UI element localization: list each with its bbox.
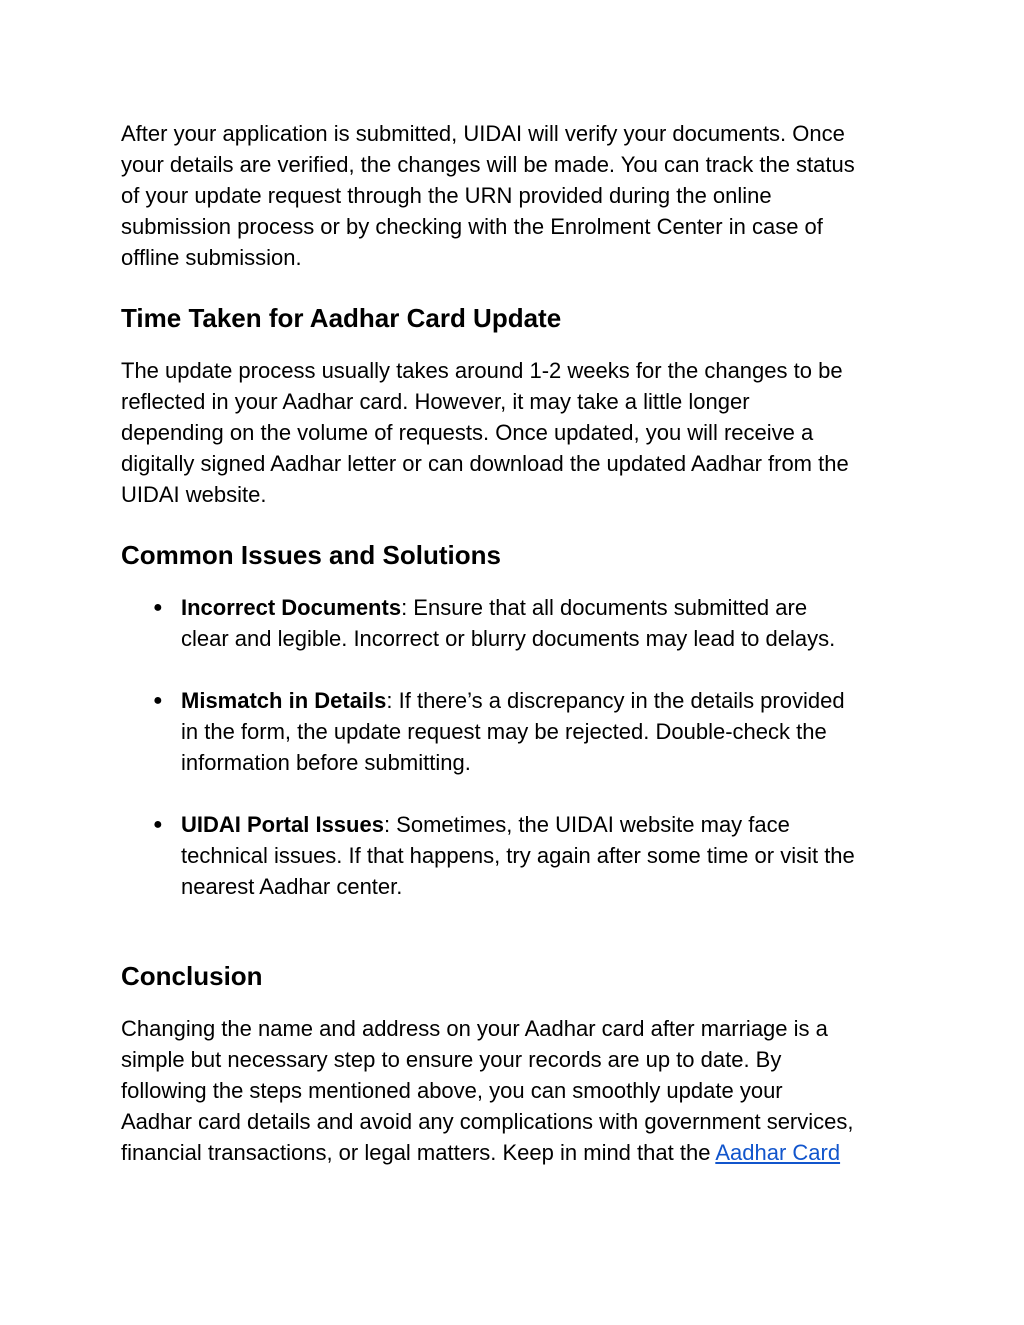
bullet-icon: ● [153, 692, 163, 709]
time-taken-heading: Time Taken for Aadhar Card Update [121, 303, 562, 333]
issue-term: Incorrect Documents [181, 595, 402, 620]
aadhar-card-link[interactable]: Aadhar Card [715, 1140, 841, 1165]
conclusion-paragraph [121, 1013, 911, 1168]
conclusion-text: Changing the name and address on your Aadhar card after marriage is a simple but necessary step to ensure your records are up to date. By following the steps mentioned above, you can smoothly update your Aadhar card details and avoid any complications with government services, financial transactions, or legal matters. Keep in mind that the [121, 1016, 854, 1165]
issue-description: : Sometimes, the UIDAI website may face technical issues. If that happens, try again after some time or visit the nearest Aadhar center. [181, 812, 855, 899]
list-item [121, 809, 911, 902]
document-page [121, 118, 911, 1168]
time-taken-paragraph: The update process usually takes around 1-2 weeks for the changes to be reflected in your Aadhar card. However, it may take a little longer depending on the volume of requests. Once updated, you will receive a digitally signed Aadhar letter or can download the updated Aadhar from the UIDAI website. [121, 358, 849, 507]
issue-term: UIDAI Portal Issues [181, 812, 384, 837]
bullet-icon: ● [153, 816, 163, 833]
issue-description: : Ensure that all documents submitted are clear and legible. Incorrect or blurry documents may lead to delays. [181, 595, 836, 651]
issue-description: : If there’s a discrepancy in the details provided in the form, the update request may be rejected. Double-check the information before submitting. [181, 688, 845, 775]
common-issues-heading: Common Issues and Solutions [121, 540, 501, 570]
conclusion-heading: Conclusion [121, 961, 263, 991]
list-item [121, 592, 911, 654]
list-item [121, 685, 911, 778]
issue-term: Mismatch in Details [181, 688, 387, 713]
issues-list [121, 592, 911, 902]
intro-paragraph: After your application is submitted, UIDAI will verify your documents. Once your details are verified, the changes will be made. You can track the status of your update request through the URN provided during the online submission process or by checking with the Enrolment Center in case of offline submission. [121, 121, 855, 270]
bullet-icon: ● [153, 599, 163, 616]
